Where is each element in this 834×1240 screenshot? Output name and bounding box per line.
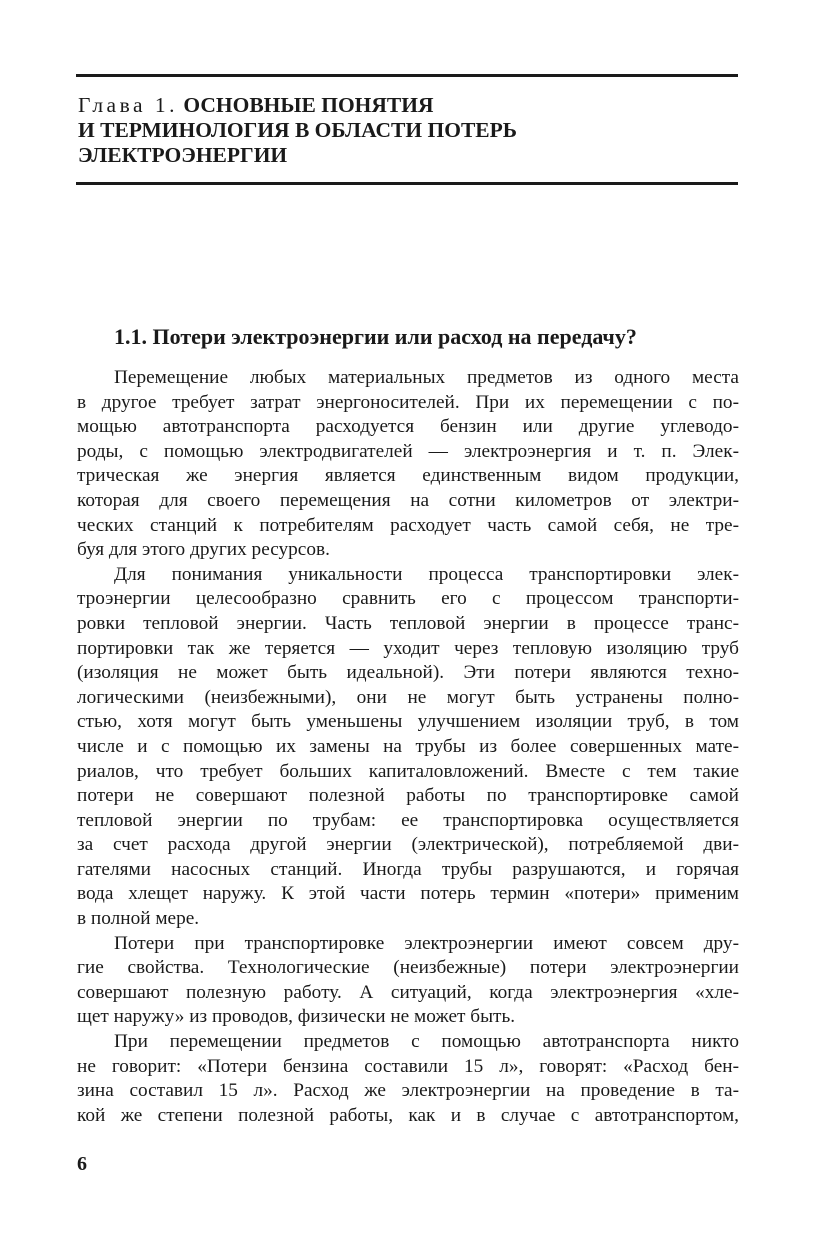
bottom-rule	[76, 182, 738, 185]
text-line: гие свойства. Технологические (неизбежные) потери электроэнергии	[77, 957, 739, 979]
text-line: логическими (неизбежными), они не могут быть устранены полно-	[77, 686, 739, 708]
chapter-title-line: ЭЛЕКТРОЭНЕРГИИ	[78, 143, 288, 167]
text-line: которая для своего перемещения на сотни километров от электри-	[77, 489, 739, 511]
text-line: ровки тепловой энергии. Часть тепловой энергии в процессе транс-	[77, 612, 739, 634]
text-line: (изоляция не может быть идеальной). Эти потери являются техно-	[77, 662, 739, 684]
text-line: совершают полезную работу. А ситуаций, когда электроэнергия «хле-	[77, 981, 739, 1003]
text-line: мощью автотранспорта расходуется бензин или другие углеводо-	[77, 416, 739, 438]
paragraph	[77, 932, 739, 1030]
text-line: Перемещение любых материальных предметов из одного места	[114, 367, 739, 388]
top-rule	[76, 74, 738, 77]
text-line: гателями насосных станций. Иногда трубы разрушаются, и горячая	[77, 858, 739, 880]
text-line: троэнергии целесообразно сравнить его с процессом транспорти-	[77, 588, 739, 610]
paragraph	[77, 1030, 739, 1128]
paragraph	[77, 563, 739, 932]
section-heading: 1.1. Потери электроэнергии или расход на передачу?	[114, 324, 637, 349]
text-line: буя для этого других ресурсов.	[77, 539, 330, 561]
text-line: потери не совершают полезной работы по транспортировке самой	[77, 785, 739, 807]
text-line: трическая же энергия является единственным видом продукции,	[77, 465, 739, 487]
text-line: в другое требует затрат энергоносителей. При их перемещении с по-	[77, 391, 739, 413]
text-line: Потери при транспортировке электроэнергии имеют совсем дру-	[114, 932, 739, 954]
text-line: Для понимания уникальности процесса транспортировки элек-	[114, 563, 739, 585]
text-line: за счет расхода другой энергии (электрической), потребляемой дви-	[77, 834, 739, 856]
chapter-prefix: Глава 1.	[78, 93, 178, 117]
chapter-title-line: И ТЕРМИНОЛОГИЯ В ОБЛАСТИ ПОТЕРЬ	[78, 118, 517, 142]
text-line: ческих станций к потребителям расходует часть самой себя, не тре-	[77, 514, 739, 536]
text-line: портировки так же теряется — уходит через тепловую изоляцию труб	[77, 637, 739, 659]
body-text	[77, 366, 739, 1128]
text-line: в полной мере.	[77, 908, 200, 930]
text-line: риалов, что требует больших капиталовложений. Вместе с тем такие	[77, 760, 739, 782]
text-line: вода хлещет наружу. К этой части потерь термин «потери» применим	[77, 883, 739, 905]
text-line: роды, с помощью электродвигателей — электроэнергия и т. п. Элек-	[77, 440, 739, 462]
text-line: зина составил 15 л». Расход же электроэнергии на проведение в та-	[77, 1080, 739, 1102]
chapter-heading	[78, 93, 738, 168]
text-line: не говорит: «Потери бензина составили 15 л», говорят: «Расход бен-	[77, 1055, 739, 1077]
text-line: При перемещении предметов с помощью автотранспорта никто	[114, 1031, 739, 1053]
text-line: кой же степени полезной работы, как и в случае с автотранспортом,	[77, 1104, 739, 1126]
paragraph	[77, 366, 739, 563]
text-line: тепловой энергии по трубам: ее транспортировка осуществляется	[77, 809, 739, 831]
text-line: стью, хотя могут быть уменьшены улучшением изоляции труб, в том	[77, 711, 739, 733]
chapter-title-line: ОСНОВНЫЕ ПОНЯТИЯ	[183, 93, 434, 117]
page-number: 6	[77, 1153, 87, 1175]
text-line: числе и с помощью их замены на трубы из более совершенных мате-	[77, 735, 739, 757]
text-line: щет наружу» из проводов, физически не может быть.	[77, 1006, 516, 1028]
